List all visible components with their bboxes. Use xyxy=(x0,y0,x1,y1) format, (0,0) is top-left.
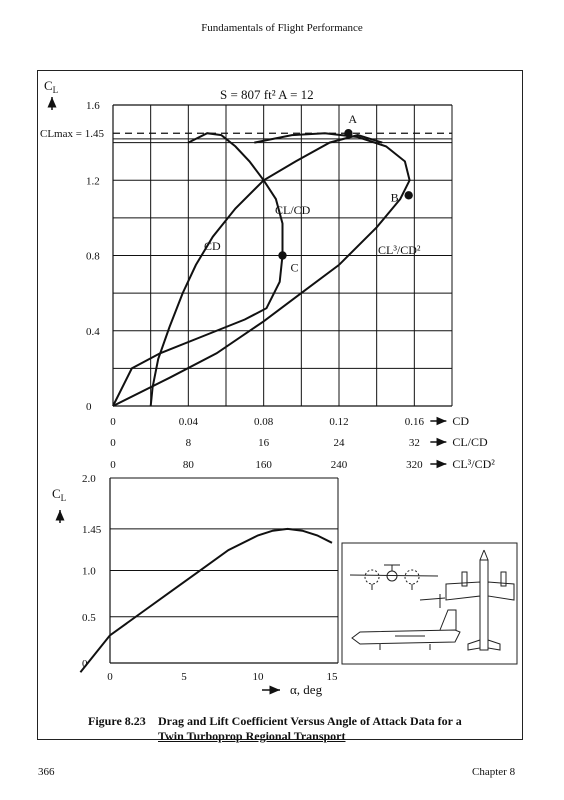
x-tick-label: 8 xyxy=(185,437,192,449)
x-tick-label: 0 xyxy=(110,437,116,449)
caption-line-2: Twin Turboprop Regional Transport xyxy=(158,729,346,743)
figure-caption xyxy=(158,714,528,744)
running-header: Fundamentals of Flight Performance xyxy=(201,22,363,34)
x-tick-label: 240 xyxy=(330,459,348,471)
y-tick-label: 1.0 xyxy=(82,565,96,578)
point-label: A xyxy=(348,112,358,127)
x-tick-label: 0.08 xyxy=(254,416,274,428)
x-tick-label: 0 xyxy=(110,459,116,471)
y-tick-label: 1.6 xyxy=(86,100,100,112)
curve-cl-vs-alpha xyxy=(80,529,332,672)
top-ylabel: $C_L$ xyxy=(44,78,59,95)
point-c xyxy=(278,251,286,259)
point-a xyxy=(344,129,352,137)
x-tick-label: 80 xyxy=(182,459,194,471)
label-cd: CD xyxy=(204,239,221,253)
top-x-axis-rows xyxy=(110,414,495,471)
x-tick-label: 0.04 xyxy=(178,416,198,428)
x-tick-label: 15 xyxy=(326,671,338,683)
bottom-xlabel: α, deg xyxy=(290,682,323,697)
curve-cd xyxy=(151,135,383,406)
x-tick-label: 0.12 xyxy=(329,416,349,428)
y-tick-label: 0.4 xyxy=(86,325,100,338)
x-tick-label: 0 xyxy=(110,416,116,428)
page-number: 366 xyxy=(38,766,55,778)
x-tick-label: 16 xyxy=(258,437,270,449)
label-cl-over-cd: CL/CD xyxy=(275,203,311,217)
x-tick-label: 10 xyxy=(252,671,264,683)
x-tick-label: 320 xyxy=(406,459,423,471)
curve-cl-over-cd xyxy=(113,133,283,406)
y-tick-label: 0 xyxy=(86,401,92,413)
y-tick-label: 2.0 xyxy=(82,473,96,485)
x-tick-label: 0.16 xyxy=(404,416,424,428)
x-tick-label: 32 xyxy=(408,437,420,449)
x-tick-label: 0 xyxy=(107,671,113,683)
y-tick-label: 1.2 xyxy=(86,175,100,188)
aircraft-three-view-drawing xyxy=(342,543,517,664)
bottom-chart xyxy=(52,473,338,697)
x-axis-label: CL/CD xyxy=(452,435,488,449)
y-tick-label: 0 xyxy=(82,658,88,670)
point-b xyxy=(404,191,412,199)
top-annotation: S = 807 ft² A = 12 xyxy=(220,87,314,102)
x-tick-label: 24 xyxy=(333,437,345,449)
point-label: C xyxy=(290,260,299,275)
caption-line-1: Drag and Lift Coefficient Versus Angle of Attack Data for a xyxy=(158,714,462,728)
x-tick-label: 5 xyxy=(181,671,187,683)
label-cl3-over-cd2: CL³/CD² xyxy=(378,243,421,257)
x-axis-label: CL³/CD² xyxy=(452,457,495,471)
top-y-ticks xyxy=(86,100,100,413)
bottom-ylabel: $C_L$ xyxy=(52,486,67,503)
clmax-label: CLmax = 1.45 xyxy=(40,128,104,140)
y-tick-label: 0.8 xyxy=(86,250,100,263)
x-axis-label: CD xyxy=(452,414,470,428)
x-tick-label: 160 xyxy=(255,459,272,471)
top-chart xyxy=(40,78,495,471)
chapter-label: Chapter 8 xyxy=(472,766,516,778)
point-label: B xyxy=(390,190,399,205)
y-tick-label: 0.5 xyxy=(82,611,96,624)
figure-number: Figure 8.23 xyxy=(88,714,146,728)
y-tick-label: 1.45 xyxy=(82,523,102,536)
bottom-chart-grid xyxy=(110,478,338,663)
bottom-y-ticks xyxy=(82,473,102,670)
